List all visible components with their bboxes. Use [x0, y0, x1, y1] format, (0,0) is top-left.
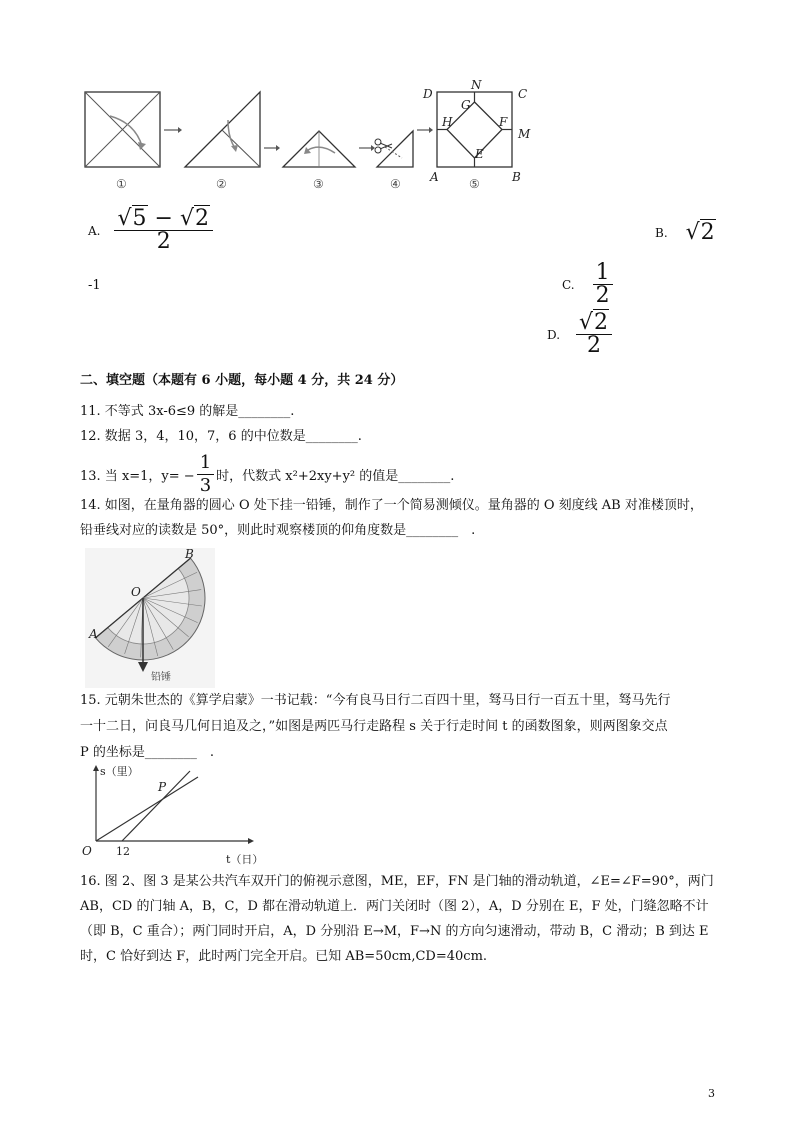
label-G: G — [461, 98, 471, 112]
question-15-line3: P 的坐标是________ . — [80, 745, 215, 760]
label-A: A — [430, 170, 439, 184]
protractor-label-A: A — [89, 627, 98, 641]
question-16-line1: 16. 图 2、图 3 是某公共汽车双开门的俯视示意图，ME，EF，FN 是门轴的滑动轨道，∠E=∠F=90°，两门 — [80, 874, 714, 889]
option-a — [88, 208, 213, 253]
label-F: F — [499, 115, 508, 129]
option-c — [562, 262, 613, 307]
negative-one: -1 — [88, 278, 101, 293]
label-N: N — [471, 78, 482, 92]
folding-figure — [80, 78, 540, 193]
label-H: H — [442, 115, 453, 129]
graph-point-label: P — [158, 780, 167, 794]
question-11: 11. 不等式 3x-6≤9 的解是________. — [80, 404, 295, 419]
question-12: 12. 数据 3，4，10，7，6 的中位数是________. — [80, 429, 362, 444]
label-D: D — [423, 87, 433, 101]
step-label-3: ③ — [313, 177, 324, 191]
option-d-fraction: $\frac{√2}{2}$ — [576, 312, 612, 357]
question-13 — [80, 452, 454, 497]
option-b-value: √2 — [685, 220, 715, 245]
step-label-2: ② — [216, 177, 227, 191]
graph-x-axis-label: t（日） — [226, 853, 264, 866]
graph-origin-label: O — [82, 844, 92, 858]
question-13-prefix: 13. 当 x=1，y= − — [80, 469, 195, 484]
question-16-line4: 时，C 恰好到达 F，此时两门完全开启。已知 AB=50cm,CD=40cm. — [80, 949, 488, 964]
graph-tick-12: 12 — [116, 845, 130, 858]
question-15-line2: 一十二日，问良马几何日追及之，”如图是两匹马行走路程 s 关于行走时间 t 的函数图象，则两图象交点 — [80, 719, 668, 734]
protractor-label-B: B — [185, 547, 194, 561]
question-16-line2: AB，CD 的门轴 A，B，C，D 都在滑动轨道上．两门关闭时（图 2），A，D 分别在 E，F 处，门缝忽略不计 — [80, 899, 709, 914]
question-14-line2: 铅垂线对应的读数是 50°，则此时观察楼顶的仰角度数是________ . — [80, 523, 476, 538]
option-c-label: C. — [562, 277, 575, 292]
option-a-label: A. — [88, 223, 101, 238]
question-13-fraction: $\frac{1}{3}$ — [197, 452, 214, 497]
label-M: M — [518, 127, 531, 141]
plumb-label: 铅锤 — [151, 672, 171, 683]
step-label-4: ④ — [390, 177, 401, 191]
option-d-label: D. — [547, 327, 561, 342]
option-d — [547, 312, 612, 357]
protractor-figure — [85, 548, 215, 688]
option-c-fraction: $\frac{1}{2}$ — [593, 262, 613, 307]
distance-time-graph — [78, 763, 264, 868]
step-label-1: ① — [116, 177, 127, 191]
graph-y-axis-label: s（里） — [100, 765, 139, 778]
protractor-label-O: O — [131, 585, 141, 599]
question-15-line1: 15. 元朝朱世杰的《算学启蒙》一书记载：“今有良马日行二百四十里，驽马日行一百五十里，驽马先行 — [80, 693, 671, 708]
question-16-line3: （即 B，C 重合）；两门同时开启，A，D 分别沿 E→M，F→N 的方向匀速滑动，带动 B，C 滑动；B 到达 E — [80, 924, 709, 939]
option-b-label: B. — [655, 225, 668, 240]
question-14-line1: 14. 如图，在量角器的圆心 O 处下挂一铅锤，制作了一个简易测倾仪。量角器的 O 刻度线 AB 对准楼顶时， — [80, 498, 703, 513]
question-13-suffix: 时，代数式 x²+2xy+y² 的值是________. — [216, 469, 455, 484]
option-a-fraction: $\frac{√5 - √2}{2}$ — [114, 208, 212, 253]
label-C: C — [518, 87, 528, 101]
label-E: E — [475, 147, 484, 161]
label-B: B — [512, 170, 521, 184]
option-b — [655, 220, 716, 245]
step-label-5: ⑤ — [469, 177, 480, 191]
section-title: 二、填空题（本题有 6 小题，每小题 4 分，共 24 分） — [80, 373, 404, 388]
page-number: 3 — [708, 1087, 715, 1100]
